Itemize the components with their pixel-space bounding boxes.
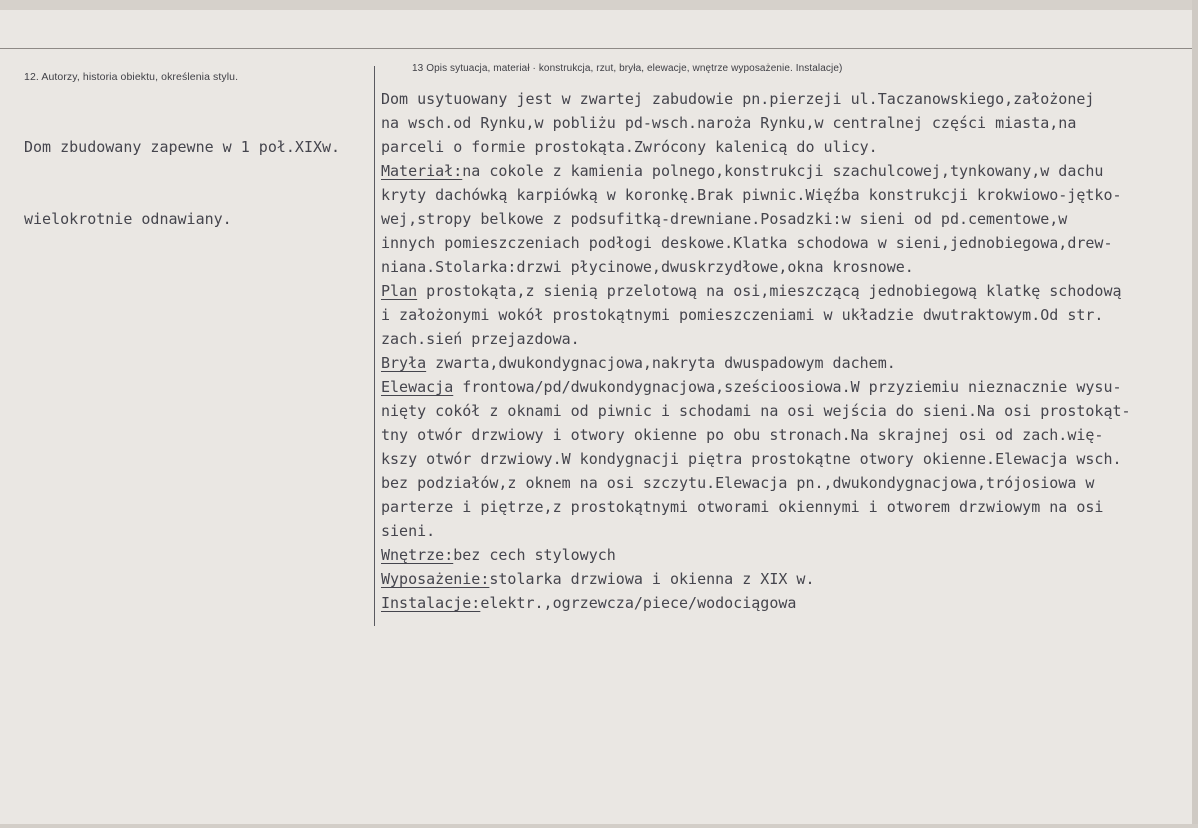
history-line: wielokrotnie odnawiany.: [24, 210, 232, 228]
description-line-text: parceli o formie prostokąta.Zwrócony kalenicą do ulicy.: [381, 138, 878, 156]
description-line-text: Dom usytuowany jest w zwartej zabudowie pn.pierzeji ul.Taczanowskiego,założonej: [381, 90, 1095, 108]
description-line: [381, 231, 1171, 255]
description-line: [381, 495, 1171, 519]
description-line-text: i założonymi wokół prostokątnymi pomieszczeniami w układzie dwutraktowym.Od str.: [381, 306, 1104, 324]
description-line-text: stolarka drzwiowa i okienna z XIX w.: [489, 570, 815, 588]
history-text: [24, 87, 372, 279]
section-label: Elewacja: [381, 378, 454, 396]
description-line: [381, 207, 1171, 231]
section-label: Instalacje:: [381, 594, 481, 612]
description-line: [381, 447, 1171, 471]
description-line: [381, 135, 1171, 159]
description-line-text: zwarta,dwukondygnacjowa,nakryta dwuspadowym dachem.: [426, 354, 896, 372]
description-line: [381, 279, 1171, 303]
description-line-text: elektr.,ogrzewcza/piece/wodociągowa: [480, 594, 797, 612]
description-line: [381, 255, 1171, 279]
section-label: Wyposażenie:: [381, 570, 490, 588]
card-top-edge: [0, 0, 1198, 10]
history-line: Dom zbudowany zapewne w 1 poł.XIXw.: [24, 138, 341, 156]
description-line: [381, 111, 1171, 135]
description-line-text: wej,stropy belkowe z podsufitką-drewniane.Posadzki:w sieni od pd.cementowe,w: [381, 210, 1068, 228]
section-12-header: 12. Autorzy, historia obiektu, określenia stylu.: [24, 71, 239, 83]
card-right-edge: [1192, 0, 1198, 828]
description-line-text: bez cech stylowych: [453, 546, 616, 564]
description-line-text: na cokole z kamienia polnego,konstrukcji szachulcowej,tynkowany,w dachu: [462, 162, 1104, 180]
description-line: [381, 543, 1171, 567]
description-line-text: nięty cokół z oknami od piwnic i schodami na osi wejścia do sieni.Na osi prostokąt-: [381, 402, 1131, 420]
description-line: [381, 87, 1171, 111]
description-line: [381, 567, 1171, 591]
card-bottom-edge: [0, 824, 1198, 828]
description-line-text: kszy otwór drzwiowy.W kondygnacji piętra prostokątne otwory okienne.Elewacja wsch.: [381, 450, 1122, 468]
description-line: [381, 519, 1171, 543]
description-line-text: parterze i piętrze,z prostokątnymi otworami okiennymi i otworem drzwiowym na osi: [381, 498, 1104, 516]
description-line-text: sieni.: [381, 522, 436, 540]
description-line-text: zach.sień przejazdowa.: [381, 330, 580, 348]
description-line: [381, 375, 1171, 399]
description-line-text: innych pomieszczeniach podłogi deskowe.Klatka schodowa w sieni,jednobiegowa,drew-: [381, 234, 1113, 252]
section-label: Materiał:: [381, 162, 463, 180]
description-line: [381, 399, 1171, 423]
description-line: [381, 351, 1171, 375]
description-line: [381, 183, 1171, 207]
description-line-text: bez podziałów,z oknem na osi szczytu.Elewacja pn.,dwukondygnacjowa,trójosiowa w: [381, 474, 1095, 492]
description-line-text: prostokąta,z sienią przelotową na osi,mieszczącą jednobiegową klatkę schodową: [417, 282, 1122, 300]
description-line: [381, 159, 1171, 183]
description-line: [381, 591, 1171, 615]
section-label: Bryła: [381, 354, 427, 372]
description-line-text: kryty dachówką karpiówką w koronkę.Brak piwnic.Więźba konstrukcji krokwiowo-jętko-: [381, 186, 1122, 204]
section-label: Plan: [381, 282, 418, 300]
description-line: [381, 303, 1171, 327]
section-label: Wnętrze:: [381, 546, 454, 564]
description-line: [381, 327, 1171, 351]
description-line: [381, 471, 1171, 495]
description-line-text: na wsch.od Rynku,w pobliżu pd-wsch.naroża Rynku,w centralnej części miasta,na: [381, 114, 1077, 132]
section-13-header: 13 Opis sytuacja, materiał · konstrukcja, rzut, bryła, elewacje, wnętrze wyposażenie. Instalacje): [412, 63, 843, 74]
top-rule: [0, 48, 1192, 49]
column-divider: [374, 66, 375, 626]
description-line-text: niana.Stolarka:drzwi płycinowe,dwuskrzydłowe,okna krosnowe.: [381, 258, 914, 276]
description-line-text: frontowa/pd/dwukondygnacjowa,sześcioosiowa.W przyziemiu nieznacznie wysu-: [453, 378, 1122, 396]
description-line: [381, 423, 1171, 447]
description-line-text: tny otwór drzwiowy i otwory okienne po obu stronach.Na skrajnej osi od zach.wię-: [381, 426, 1104, 444]
description-text: [381, 87, 1171, 615]
